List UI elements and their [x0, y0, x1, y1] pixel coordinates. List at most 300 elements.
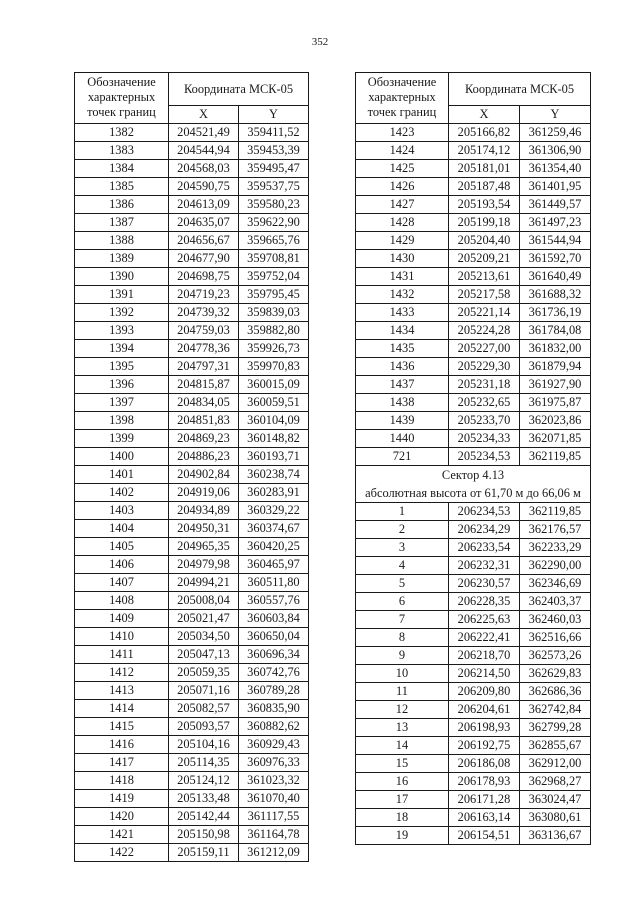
y-cell: 362119,85: [520, 503, 591, 521]
table-row: [75, 232, 309, 250]
y-cell: 361832,00: [520, 340, 591, 358]
x-cell: 204778,36: [169, 340, 239, 358]
point-id-cell: 1427: [356, 196, 449, 214]
table-row: [356, 503, 591, 521]
point-id-cell: 1436: [356, 358, 449, 376]
y-cell: 363024,47: [520, 791, 591, 809]
point-id-cell: 1423: [356, 124, 449, 142]
table-row: [75, 754, 309, 772]
x-cell: 205071,16: [169, 682, 239, 700]
page-number: 352: [311, 36, 329, 48]
point-id-cell: 4: [356, 557, 449, 575]
y-cell: 360148,82: [239, 430, 309, 448]
table-row: [356, 773, 591, 791]
table-row: [75, 196, 309, 214]
table-row: [356, 178, 591, 196]
x-cell: 204815,87: [169, 376, 239, 394]
point-id-cell: 13: [356, 719, 449, 737]
table-row: [75, 376, 309, 394]
point-id-cell: 1388: [75, 232, 169, 250]
point-id-cell: 1440: [356, 430, 449, 448]
table-row: [75, 250, 309, 268]
point-id-cell: 1432: [356, 286, 449, 304]
table-row: [75, 790, 309, 808]
point-id-cell: 7: [356, 611, 449, 629]
x-cell: 205204,40: [449, 232, 520, 250]
x-cell: 205104,16: [169, 736, 239, 754]
y-cell: 360465,97: [239, 556, 309, 574]
x-cell: 205233,70: [449, 412, 520, 430]
x-cell: 205021,47: [169, 610, 239, 628]
point-id-cell: 1416: [75, 736, 169, 754]
header-coordinate: Координата МСК-05: [449, 73, 591, 106]
x-cell: 204994,21: [169, 574, 239, 592]
point-id-cell: 12: [356, 701, 449, 719]
table-row: [356, 791, 591, 809]
header-y: Y: [520, 106, 591, 124]
table-body-left: [75, 124, 309, 862]
table-row: [356, 250, 591, 268]
table-row: [75, 520, 309, 538]
x-cell: 204635,07: [169, 214, 239, 232]
y-cell: 360511,80: [239, 574, 309, 592]
point-id-cell: 1385: [75, 178, 169, 196]
x-cell: 205082,57: [169, 700, 239, 718]
x-cell: 206233,54: [449, 539, 520, 557]
point-id-cell: 1426: [356, 178, 449, 196]
y-cell: 361688,32: [520, 286, 591, 304]
x-cell: 205059,35: [169, 664, 239, 682]
y-cell: 362573,26: [520, 647, 591, 665]
table-row: [356, 340, 591, 358]
section-heading: [356, 466, 591, 503]
table-row: [75, 412, 309, 430]
point-id-cell: 1421: [75, 826, 169, 844]
table-row: [356, 719, 591, 737]
x-cell: 205234,53: [449, 448, 520, 466]
section-row: [356, 466, 591, 503]
table-row: [356, 322, 591, 340]
table-row: [75, 268, 309, 286]
y-cell: 360420,25: [239, 538, 309, 556]
x-cell: 204656,67: [169, 232, 239, 250]
point-id-cell: 1405: [75, 538, 169, 556]
x-cell: 205193,54: [449, 196, 520, 214]
x-cell: 204851,83: [169, 412, 239, 430]
point-id-cell: 1420: [75, 808, 169, 826]
y-cell: 359752,04: [239, 268, 309, 286]
x-cell: 206230,57: [449, 575, 520, 593]
table-row: [75, 826, 309, 844]
point-id-cell: 17: [356, 791, 449, 809]
y-cell: 362968,27: [520, 773, 591, 791]
x-cell: 205174,12: [449, 142, 520, 160]
y-cell: 361306,90: [520, 142, 591, 160]
x-cell: 204759,03: [169, 322, 239, 340]
point-id-cell: 1433: [356, 304, 449, 322]
y-cell: 361449,57: [520, 196, 591, 214]
x-cell: 204902,84: [169, 466, 239, 484]
point-id-cell: 18: [356, 809, 449, 827]
point-id-cell: 1406: [75, 556, 169, 574]
point-id-cell: 1394: [75, 340, 169, 358]
y-cell: 361070,40: [239, 790, 309, 808]
point-id-cell: 1400: [75, 448, 169, 466]
table-row: [356, 358, 591, 376]
y-cell: 361497,23: [520, 214, 591, 232]
table-row: [75, 322, 309, 340]
point-id-cell: 1403: [75, 502, 169, 520]
x-cell: 205133,48: [169, 790, 239, 808]
point-id-cell: 1382: [75, 124, 169, 142]
x-cell: 206186,08: [449, 755, 520, 773]
table-row: [75, 592, 309, 610]
table-row: [356, 809, 591, 827]
x-cell: 204568,03: [169, 160, 239, 178]
y-cell: 360835,90: [239, 700, 309, 718]
table-row: [75, 448, 309, 466]
table-row: [356, 827, 591, 845]
y-cell: 362799,28: [520, 719, 591, 737]
y-cell: 360929,43: [239, 736, 309, 754]
x-cell: 205093,57: [169, 718, 239, 736]
y-cell: 359495,47: [239, 160, 309, 178]
table-row: [75, 214, 309, 232]
x-cell: 206154,51: [449, 827, 520, 845]
point-id-cell: 1417: [75, 754, 169, 772]
x-cell: 204521,49: [169, 124, 239, 142]
y-cell: 360059,51: [239, 394, 309, 412]
x-cell: 206171,28: [449, 791, 520, 809]
y-cell: 360557,76: [239, 592, 309, 610]
y-cell: 362460,03: [520, 611, 591, 629]
x-cell: 204739,32: [169, 304, 239, 322]
table-body-right-bottom: [356, 503, 591, 845]
x-cell: 205047,13: [169, 646, 239, 664]
table-row: [356, 160, 591, 178]
y-cell: 361023,32: [239, 772, 309, 790]
header-point-label: Обозначение характерных точек границ: [356, 73, 449, 124]
point-id-cell: 1393: [75, 322, 169, 340]
x-cell: 204590,75: [169, 178, 239, 196]
table-row: [356, 539, 591, 557]
point-id-cell: 6: [356, 593, 449, 611]
point-id-cell: 1422: [75, 844, 169, 862]
table-row: [356, 701, 591, 719]
y-cell: 361212,09: [239, 844, 309, 862]
x-cell: 204934,89: [169, 502, 239, 520]
y-cell: 359411,52: [239, 124, 309, 142]
x-cell: 206225,63: [449, 611, 520, 629]
point-id-cell: 10: [356, 665, 449, 683]
point-id-cell: 1398: [75, 412, 169, 430]
y-cell: 362686,36: [520, 683, 591, 701]
table-row: [75, 286, 309, 304]
table-row: [75, 556, 309, 574]
y-cell: 361354,40: [520, 160, 591, 178]
x-cell: 204869,23: [169, 430, 239, 448]
table-row: [356, 647, 591, 665]
table-row: [356, 430, 591, 448]
y-cell: 359795,45: [239, 286, 309, 304]
table-row: [356, 196, 591, 214]
x-cell: 205142,44: [169, 808, 239, 826]
y-cell: 359537,75: [239, 178, 309, 196]
table-row: [75, 700, 309, 718]
x-cell: 206234,29: [449, 521, 520, 539]
table-row: [356, 412, 591, 430]
x-cell: 204950,31: [169, 520, 239, 538]
table-row: [75, 304, 309, 322]
table-row: [356, 629, 591, 647]
coordinates-table-right: [355, 72, 591, 845]
header-point-label: Обозначение характерных точек границ: [75, 73, 169, 124]
y-cell: 360882,62: [239, 718, 309, 736]
x-cell: 204698,75: [169, 268, 239, 286]
x-cell: 204979,98: [169, 556, 239, 574]
point-id-cell: 1386: [75, 196, 169, 214]
table-row: [356, 232, 591, 250]
point-id-cell: 1414: [75, 700, 169, 718]
x-cell: 206178,93: [449, 773, 520, 791]
y-cell: 362071,85: [520, 430, 591, 448]
y-cell: 359665,76: [239, 232, 309, 250]
table-row: [356, 737, 591, 755]
table-row: [356, 268, 591, 286]
table-row: [75, 160, 309, 178]
table-row: [356, 611, 591, 629]
point-id-cell: 1438: [356, 394, 449, 412]
header-x: X: [169, 106, 239, 124]
y-cell: 361975,87: [520, 394, 591, 412]
table-row: [75, 646, 309, 664]
y-cell: 361784,08: [520, 322, 591, 340]
point-id-cell: 1425: [356, 160, 449, 178]
y-cell: 361879,94: [520, 358, 591, 376]
table-row: [356, 286, 591, 304]
x-cell: 206214,50: [449, 665, 520, 683]
point-id-cell: 1396: [75, 376, 169, 394]
x-cell: 204886,23: [169, 448, 239, 466]
point-id-cell: 1397: [75, 394, 169, 412]
table-row: [75, 736, 309, 754]
y-cell: 363136,67: [520, 827, 591, 845]
x-cell: 205159,11: [169, 844, 239, 862]
point-id-cell: 11: [356, 683, 449, 701]
point-id-cell: 1407: [75, 574, 169, 592]
point-id-cell: 1437: [356, 376, 449, 394]
point-id-cell: 1412: [75, 664, 169, 682]
x-cell: 204677,90: [169, 250, 239, 268]
table-row: [75, 844, 309, 862]
x-cell: 204834,05: [169, 394, 239, 412]
y-cell: 360789,28: [239, 682, 309, 700]
table-row: [356, 142, 591, 160]
y-cell: 362023,86: [520, 412, 591, 430]
point-id-cell: 15: [356, 755, 449, 773]
y-cell: 360015,09: [239, 376, 309, 394]
y-cell: 362346,69: [520, 575, 591, 593]
y-cell: 361640,49: [520, 268, 591, 286]
x-cell: 205234,33: [449, 430, 520, 448]
x-cell: 206209,80: [449, 683, 520, 701]
y-cell: 360104,09: [239, 412, 309, 430]
y-cell: 363080,61: [520, 809, 591, 827]
y-cell: 360283,91: [239, 484, 309, 502]
header-coordinate: Координата МСК-05: [169, 73, 309, 106]
point-id-cell: 1431: [356, 268, 449, 286]
table-row: [75, 466, 309, 484]
y-cell: 361927,90: [520, 376, 591, 394]
y-cell: 362912,00: [520, 755, 591, 773]
point-id-cell: 19: [356, 827, 449, 845]
x-cell: 204719,23: [169, 286, 239, 304]
table-row: [356, 755, 591, 773]
point-id-cell: 1410: [75, 628, 169, 646]
point-id-cell: 1399: [75, 430, 169, 448]
table-row: [75, 682, 309, 700]
y-cell: 362403,37: [520, 593, 591, 611]
x-cell: 206192,75: [449, 737, 520, 755]
table-row: [75, 502, 309, 520]
y-cell: 359970,83: [239, 358, 309, 376]
table-row: [75, 358, 309, 376]
table-row: [356, 665, 591, 683]
x-cell: 206163,14: [449, 809, 520, 827]
y-cell: 359580,23: [239, 196, 309, 214]
point-id-cell: 1435: [356, 340, 449, 358]
y-cell: 360603,84: [239, 610, 309, 628]
point-id-cell: 1409: [75, 610, 169, 628]
y-cell: 361164,78: [239, 826, 309, 844]
point-id-cell: 1395: [75, 358, 169, 376]
point-id-cell: 1424: [356, 142, 449, 160]
point-id-cell: 1411: [75, 646, 169, 664]
y-cell: 360742,76: [239, 664, 309, 682]
x-cell: 205187,48: [449, 178, 520, 196]
point-id-cell: 1434: [356, 322, 449, 340]
point-id-cell: 3: [356, 539, 449, 557]
y-cell: 359882,80: [239, 322, 309, 340]
y-cell: 362855,67: [520, 737, 591, 755]
y-cell: 361544,94: [520, 232, 591, 250]
x-cell: 205229,30: [449, 358, 520, 376]
table-row: [75, 124, 309, 142]
x-cell: 205034,50: [169, 628, 239, 646]
x-cell: 206218,70: [449, 647, 520, 665]
x-cell: 205231,18: [449, 376, 520, 394]
table-row: [75, 394, 309, 412]
x-cell: 204544,94: [169, 142, 239, 160]
x-cell: 204613,09: [169, 196, 239, 214]
y-cell: 360193,71: [239, 448, 309, 466]
point-id-cell: 14: [356, 737, 449, 755]
y-cell: 361592,70: [520, 250, 591, 268]
table-row: [356, 448, 591, 466]
section-altitude: абсолютная высота от 61,70 м до 66,06 м: [365, 486, 581, 500]
header-x: X: [449, 106, 520, 124]
point-id-cell: 1383: [75, 142, 169, 160]
table-row: [75, 142, 309, 160]
y-cell: 361117,55: [239, 808, 309, 826]
table-row: [356, 683, 591, 701]
point-id-cell: 1384: [75, 160, 169, 178]
point-id-cell: 1: [356, 503, 449, 521]
y-cell: 362290,00: [520, 557, 591, 575]
table-row: [75, 538, 309, 556]
point-id-cell: 1392: [75, 304, 169, 322]
x-cell: 205124,12: [169, 772, 239, 790]
point-id-cell: 1413: [75, 682, 169, 700]
table-row: [356, 214, 591, 232]
point-id-cell: 1387: [75, 214, 169, 232]
point-id-cell: 1391: [75, 286, 169, 304]
y-cell: 360976,33: [239, 754, 309, 772]
table-row: [75, 664, 309, 682]
table-row: [75, 610, 309, 628]
x-cell: 205227,00: [449, 340, 520, 358]
y-cell: 360238,74: [239, 466, 309, 484]
table-row: [75, 772, 309, 790]
x-cell: 204965,35: [169, 538, 239, 556]
x-cell: 206228,35: [449, 593, 520, 611]
y-cell: 360696,34: [239, 646, 309, 664]
point-id-cell: 1389: [75, 250, 169, 268]
y-cell: 359926,73: [239, 340, 309, 358]
x-cell: 206204,61: [449, 701, 520, 719]
table-row: [356, 376, 591, 394]
table-body-right-top: [356, 124, 591, 466]
x-cell: 204797,31: [169, 358, 239, 376]
x-cell: 204919,06: [169, 484, 239, 502]
table-row: [75, 340, 309, 358]
point-id-cell: 1401: [75, 466, 169, 484]
point-id-cell: 1390: [75, 268, 169, 286]
point-id-cell: 1419: [75, 790, 169, 808]
table-row: [75, 178, 309, 196]
x-cell: 205008,04: [169, 592, 239, 610]
table-row: [75, 430, 309, 448]
y-cell: 359622,90: [239, 214, 309, 232]
point-id-cell: 721: [356, 448, 449, 466]
x-cell: 205224,28: [449, 322, 520, 340]
table-row: [75, 484, 309, 502]
x-cell: 205213,61: [449, 268, 520, 286]
y-cell: 362629,83: [520, 665, 591, 683]
point-id-cell: 2: [356, 521, 449, 539]
x-cell: 205199,18: [449, 214, 520, 232]
section-title: Сектор 4.13: [441, 468, 505, 482]
y-cell: 362119,85: [520, 448, 591, 466]
y-cell: 359453,39: [239, 142, 309, 160]
y-cell: 361259,46: [520, 124, 591, 142]
table-row: [75, 718, 309, 736]
y-cell: 360374,67: [239, 520, 309, 538]
table-row: [356, 304, 591, 322]
y-cell: 361736,19: [520, 304, 591, 322]
x-cell: 206222,41: [449, 629, 520, 647]
y-cell: 359708,81: [239, 250, 309, 268]
point-id-cell: 1439: [356, 412, 449, 430]
table-row: [75, 574, 309, 592]
y-cell: 359839,03: [239, 304, 309, 322]
x-cell: 206232,31: [449, 557, 520, 575]
point-id-cell: 1428: [356, 214, 449, 232]
table-row: [356, 593, 591, 611]
table-row: [356, 557, 591, 575]
x-cell: 205209,21: [449, 250, 520, 268]
x-cell: 206198,93: [449, 719, 520, 737]
